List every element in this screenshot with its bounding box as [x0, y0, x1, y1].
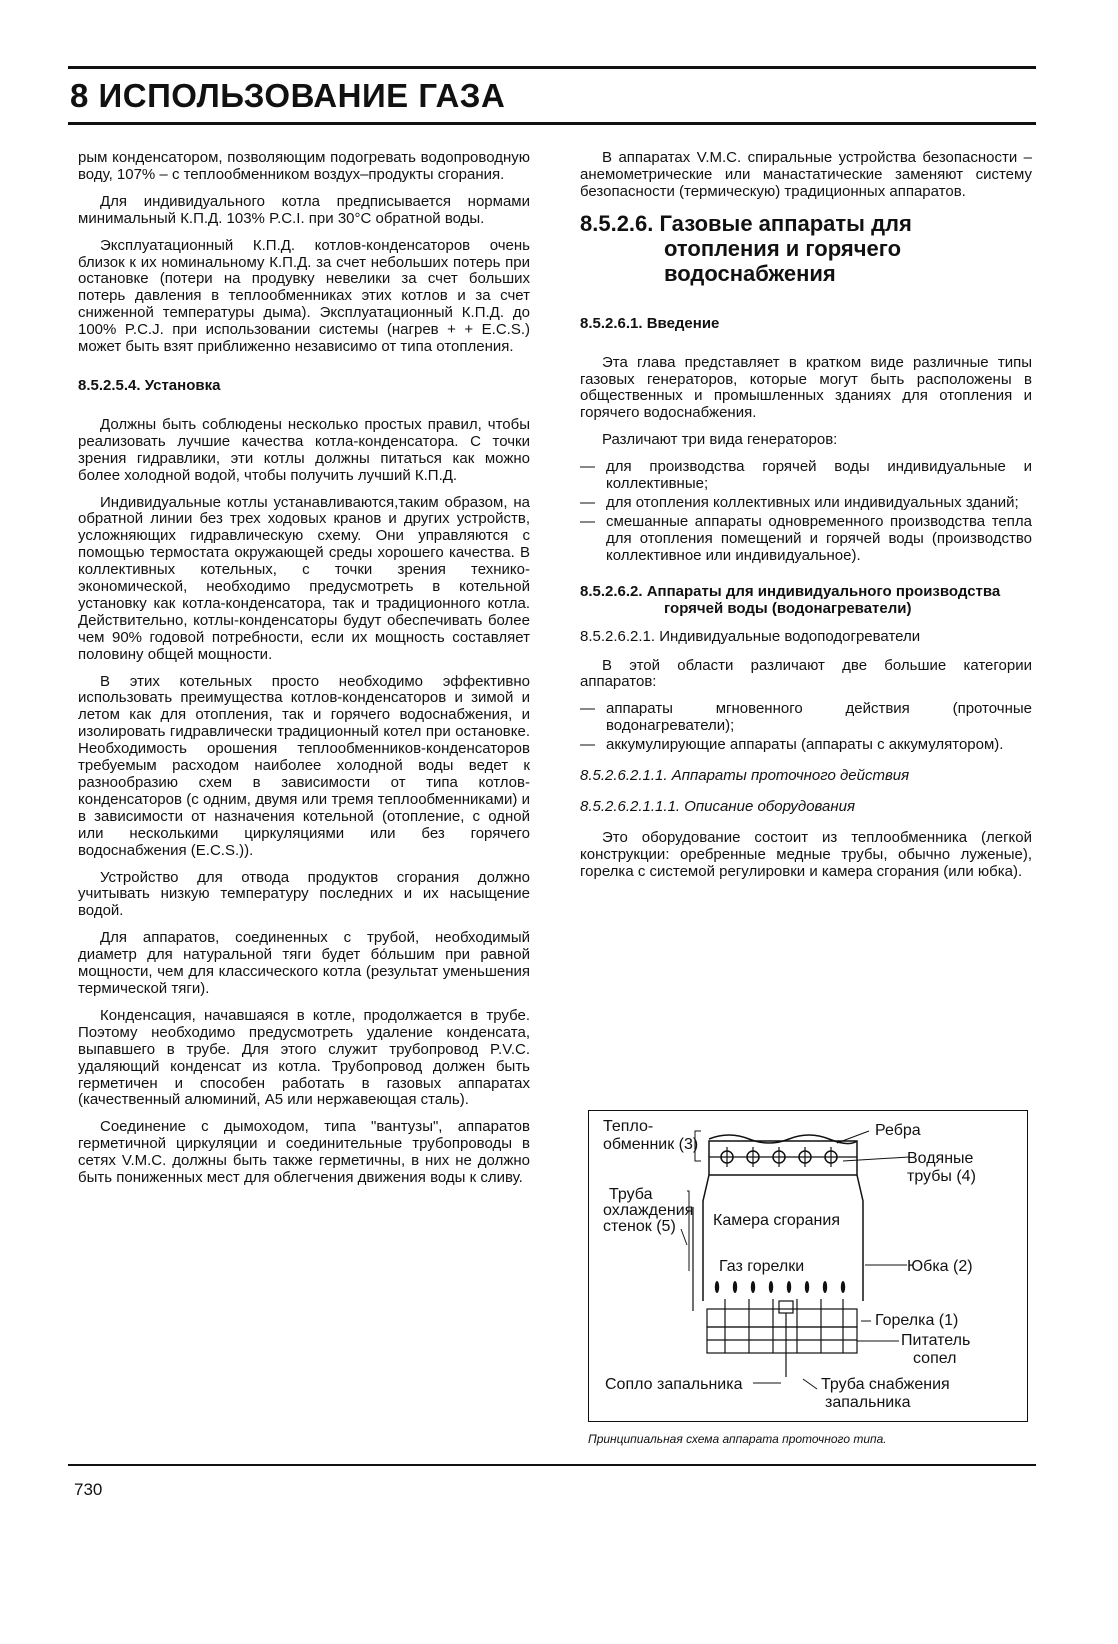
section-heading-gas-appliances: 8.5.2.6. Газовые аппараты для отопления и горячего водоснабжения [580, 210, 912, 286]
list-item: — аппараты мгновенного действия (проточные водонагреватели); [580, 701, 1032, 735]
label-water-tubes: трубы (4) [907, 1168, 976, 1185]
list-item: — аккумулирующие аппараты (аппараты с аккумулятором). [580, 737, 1032, 754]
label-pilot-nozzle: Сопло запальника [605, 1376, 743, 1393]
label-feeder: сопел [913, 1350, 957, 1367]
label-feeder: Питатель [901, 1332, 971, 1349]
subsection-title-italic: 8.5.2.6.2.1.1.1. Описание оборудования [580, 797, 856, 815]
label-cooling-tube: Труба [609, 1186, 653, 1203]
subsection-title: 8.5.2.6.2.1. Индивидуальные водоподогреватели [580, 627, 921, 645]
figure-caption: Принципиальная схема аппарата проточного типа. [588, 1432, 887, 1446]
label-skirt: Юбка (2) [907, 1258, 973, 1275]
paragraph: Эта глава представляет в кратком виде различные типы газовых генераторов, которые могут быть расположены в общественных и промышленных зданиях для отопления и горячего водоснабжения. [580, 353, 1032, 422]
page-number: 730 [74, 1480, 103, 1499]
paragraph: Различают три вида генераторов: [602, 431, 838, 449]
right-column [580, 150, 1032, 891]
paragraph: рым конденсатором, позволяющим подогревать водопроводную воду, 107% – с теплообменником воздух–продукты сгорания. [78, 149, 530, 183]
paragraph: В этой области различают две большие категории аппаратов: [580, 656, 1032, 691]
paragraph: Индивидуальные котлы устанавливаются,таким образом, на обратной линии без трех ходовых кранов и других устройств, усложняющих гидравлическую схему. Они управляются с помощью термостата окружающей среды хорошего качества. В коллективных котельных, с точки зрения технико-экономической, необходимо предусмотреть в котельной установку как котла-конденсатора, так и традиционного котла. Действительно, котлы-конденсаторы будут обеспечивать более чем 90% годовой потребности, если их мощность составляет половину общей мощности. [78, 493, 530, 663]
paragraph: Устройство для отвода продуктов сгорания должно учитывать низкую температуру последних и их насыщение водой. [78, 868, 530, 920]
paragraph: Для индивидуального котла предписывается нормами минимальный К.П.Д. 103% P.C.I. при 30°С обратной воды. [78, 192, 530, 227]
section-heading-intro: 8.5.2.6.1. Введение [580, 314, 720, 332]
paragraph: Должны быть соблюдены несколько простых правил, чтобы реализовать лучшие качества котла-конденсатора. С точки зрения гидравлики, эти котлы должны питаться как можно более холодной водой, чтобы получить лучший К.П.Д. [78, 415, 530, 484]
label-ribs: Ребра [875, 1122, 921, 1139]
label-water-tubes: Водяные [907, 1150, 974, 1167]
paragraph: В аппаратах V.M.C. спиральные устройства безопасности – анемометрические или манастатические заменяют систему безопасности (термическую) традиционных аппаратов. [580, 149, 1032, 200]
label-combustion-chamber: Камера сгорания [713, 1212, 840, 1229]
generator-types-list [580, 459, 1032, 564]
water-heater-diagram [588, 1110, 1028, 1422]
chapter-title: 8 ИСПОЛЬЗОВАНИЕ ГАЗА [70, 77, 506, 114]
section-heading-water-heaters: 8.5.2.6.2. Аппараты для индивидуального производства горячей воды (водонагреватели) [580, 582, 1001, 617]
footer-rule [68, 1464, 1036, 1466]
paragraph: Эксплуатационный К.П.Д. котлов-конденсаторов очень близок к их номинальному К.П.Д. за счет небольших потерь при остановке (потери на продувку невелики за счет больших потерь давления в теплообменниках этих котлов и за счет сниженной температуры дыма). Эксплуатационный К.П.Д. до 100% P.C.J. при использовании системы (нагрев + + E.C.S.) может быть взят приближенно независимо от типа отопления. [78, 236, 530, 356]
list-item: — для производства горячей воды индивидуальные и коллективные; [580, 459, 1032, 493]
label-cooling-tube: охлаждения [603, 1202, 694, 1219]
label-pilot-supply: Труба снабжения [821, 1376, 950, 1393]
section-heading-install: 8.5.2.5.4. Установка [78, 376, 221, 394]
paragraph: Это оборудование состоит из теплообменника (легкой конструкции: оребренные медные трубы, обычно луженые), горелка с системой регулировки и камера сгорания (или юбка). [580, 828, 1032, 880]
label-heat-exchanger: Тепло- [603, 1118, 654, 1135]
top-rule [68, 66, 1036, 69]
subsection-title-italic: 8.5.2.6.2.1.1. Аппараты проточного действия [580, 767, 910, 785]
label-pilot-supply: запальника [825, 1394, 911, 1411]
label-burner: Горелка (1) [875, 1312, 959, 1329]
list-item: — смешанные аппараты одновременного производства тепла для отопления помещений и горячей воды (производство коллективное или индивидуальное). [580, 514, 1032, 565]
paragraph: Конденсация, начавшаяся в котле, продолжается в трубе. Поэтому необходимо предусмотреть удаление конденсата, выпавшего в трубе. Для этого служит трубопровод P.V.C. удаляющий конденсат из котла. Трубопровод должен быть герметичен и способен работать в газовых аппаратах (качественный алюминий, А5 или нержавеющая сталь). [78, 1006, 530, 1109]
label-heat-exchanger: обменник (3) [603, 1136, 699, 1153]
left-column [78, 150, 530, 1197]
label-burner-gas: Газ горелки [719, 1258, 805, 1275]
list-item: — для отопления коллективных или индивидуальных зданий; [580, 495, 1032, 512]
paragraph: В этих котельных просто необходимо эффективно использовать преимущества котлов-конденсаторов и зимой и летом как для отопления, так и горячего водоснабжения, и изолировать гидравлически традиционный котел при остановке. Необходимость орошения теплообменников-конденсаторов требуемым расходом наиболее холодной воды ведет к разнообразию схем в зависимости от типа котлов-конденсаторов (с одним, двумя или тремя теплообменниками) и в зависимости от назначения котельной (отопление, с одной или несколькими циркуляциями или без горячего водоснабжения (E.C.S.)). [78, 672, 530, 859]
diagram-drawing [589, 1111, 1029, 1423]
paragraph: Для аппаратов, соединенных с трубой, необходимый диаметр для натуральной тяги будет бо́льшим при равной мощности, чем для классического котла (результат уменьшения термической тяги). [78, 929, 530, 997]
paragraph: Соединение с дымоходом, типа "вантузы", аппаратов герметичной циркуляции и соединительные трубопроводы в сетях V.M.C. должны быть также герметичны, в них не должно быть пониженных мест для облегчения движения воды к сливу. [78, 1118, 530, 1187]
label-cooling-tube: стенок (5) [603, 1218, 676, 1235]
header-rule [68, 122, 1036, 125]
appliance-categories-list [580, 701, 1032, 754]
